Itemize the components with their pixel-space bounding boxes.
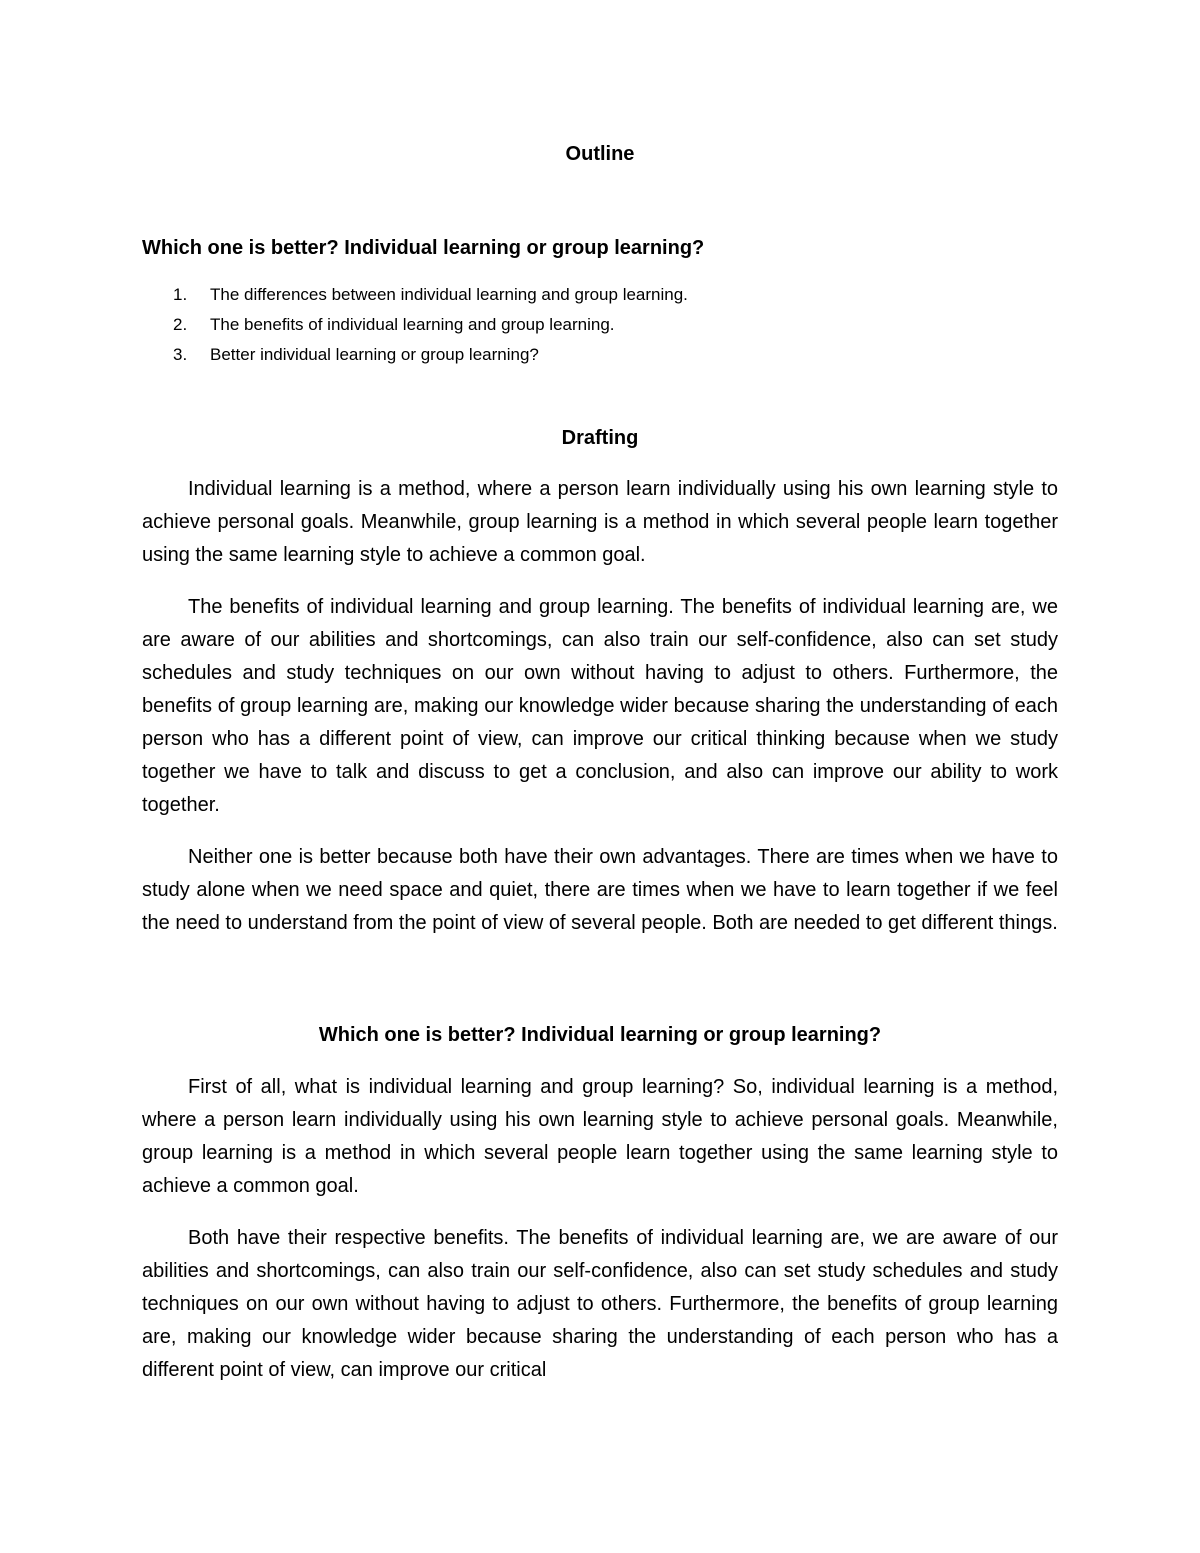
drafting-paragraph: Neither one is better because both have their own advantages. There are times when we have to study alone when we need space and quiet, there are times when we have to learn together if we feel the need to understand from the point of view of several people. Both are needed to get different things. <box>142 846 1058 934</box>
essay-paragraph: First of all, what is individual learning and group learning? So, individual learning is a method, where a person learn individually using his own learning style to achieve personal goals. Meanwhile, group learning is a method in which several people learn together using the same learning style to achieve a common goal. <box>142 1076 1058 1197</box>
outline-item <box>142 280 1058 310</box>
outline-item-text: Better individual learning or group learning? <box>210 345 539 364</box>
outline-item-number: 3. <box>173 345 188 364</box>
outline-item-number: 1. <box>173 285 188 304</box>
outline-question: Which one is better? Individual learning or group learning? <box>142 237 705 259</box>
document-content <box>142 138 1058 1387</box>
drafting-heading: Drafting <box>561 427 639 449</box>
outline-item-text: The differences between individual learning and group learning. <box>210 285 688 304</box>
outline-list <box>142 280 1058 370</box>
outline-item <box>142 340 1058 370</box>
essay-title: Which one is better? Individual learning or group learning? <box>318 1024 882 1046</box>
outline-heading: Outline <box>565 143 635 165</box>
drafting-paragraph: Individual learning is a method, where a person learn individually using his own learning style to achieve personal goals. Meanwhile, group learning is a method in which several people learn together using the same learning style to achieve a common goal. <box>142 478 1058 566</box>
outline-item-text: The benefits of individual learning and group learning. <box>210 315 615 334</box>
drafting-paragraph: The benefits of individual learning and group learning. The benefits of individual learning are, we are aware of our abilities and shortcomings, can also train our self-confidence, also can set study schedules and study techniques on our own without having to adjust to others. Furthermore, the benefits of group learning are, making our knowledge wider because sharing the understanding of each person who has a different point of view, can improve our critical thinking because when we study together we have to talk and discuss to get a conclusion, and also can improve our ability to work together. <box>142 596 1058 816</box>
outline-item <box>142 310 1058 340</box>
outline-item-number: 2. <box>173 315 188 334</box>
essay-paragraph: Both have their respective benefits. The benefits of individual learning are, we are aware of our abilities and shortcomings, can also train our self-confidence, also can set study schedules and study techniques on our own without having to adjust to others. Furthermore, the benefits of group learning are, making our knowledge wider because sharing the understanding of each person who has a different point of view, can improve our critical <box>142 1227 1058 1381</box>
